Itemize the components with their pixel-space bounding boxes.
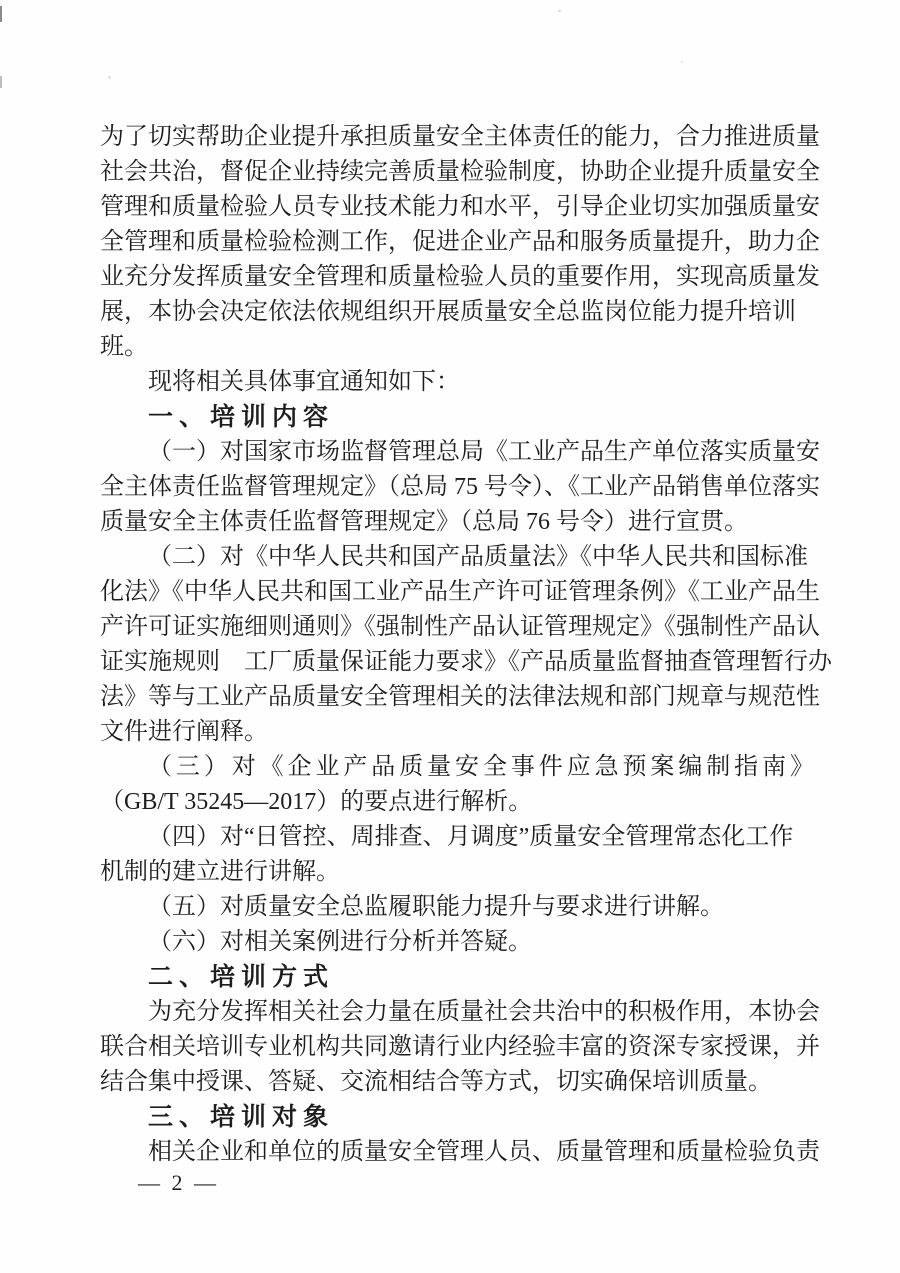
paragraph-line: （六）对相关案例进行分析并答疑。 <box>148 929 532 955</box>
document-body <box>100 120 832 1170</box>
paragraph-line: 为了切实帮助企业提升承担质量安全主体责任的能力，合力推进质量 <box>100 124 820 150</box>
paragraph-line: 机制的建立进行讲解。 <box>100 859 340 885</box>
paragraph-line: 产许可证实施细则通则》《强制性产品认证管理规定》《强制性产品认 <box>100 614 820 640</box>
paragraph-line: （五）对质量安全总监履职能力提升与要求进行讲解。 <box>148 894 724 920</box>
scan-edge-artifact <box>0 6 2 22</box>
paragraph-line: 结合集中授课、答疑、交流相结合等方式，切实确保培训质量。 <box>100 1069 772 1095</box>
paragraph-line: （二）对《中华人民共和国产品质量法》《中华人民共和国标准 <box>148 544 808 570</box>
paragraph-line: 班。 <box>100 334 148 360</box>
paragraph-line: （四）对“日管控、周排查、月调度”质量安全管理常态化工作 <box>148 824 794 850</box>
scan-speck <box>681 61 683 63</box>
paragraph-line: （三）对《企业产品质量安全事件应急预案编制指南》 <box>148 754 814 780</box>
paragraph-line: 联合相关培训专业机构共同邀请行业内经验丰富的资深专家授课，并 <box>100 1034 820 1060</box>
paragraph-line: 社会共治，督促企业持续完善质量检验制度，协助企业提升质量安全 <box>100 159 820 185</box>
paragraph-line: 相关企业和单位的质量安全管理人员、质量管理和质量检验负责 <box>148 1139 820 1165</box>
scan-edge-artifact <box>0 76 2 88</box>
paragraph-line: 业充分发挥质量安全管理和质量检验人员的重要作用，实现高质量发 <box>100 264 820 290</box>
paragraph-line: 化法》《中华人民共和国工业产品生产许可证管理条例》《工业产品生 <box>100 579 820 605</box>
section-heading-training-content: 一、培训内容 <box>148 403 335 431</box>
paragraph-line: 展，本协会决定依法依规组织开展质量安全总监岗位能力提升培训 <box>100 299 796 325</box>
paragraph-line: 现将相关具体事宜通知如下： <box>148 369 460 395</box>
paragraph-line: 文件进行阐释。 <box>100 719 268 745</box>
scan-speck <box>108 76 111 79</box>
page-number: — 2 — <box>138 1170 219 1195</box>
paragraph-line: （一）对国家市场监督管理总局《工业产品生产单位落实质量安 <box>148 439 820 465</box>
paragraph-line: 法》等与工业产品质量安全管理相关的法律法规和部门规章与规范性 <box>100 684 820 710</box>
paragraph-line: 证实施规则 工厂质量保证能力要求》《产品质量监督抽查管理暂行办 <box>100 649 832 675</box>
paragraph-line: 全管理和质量检验检测工作，促进企业产品和服务质量提升，助力企 <box>100 229 820 255</box>
section-heading-training-audience: 三、培训对象 <box>148 1103 335 1131</box>
paragraph-line: 管理和质量检验人员专业技术能力和水平，引导企业切实加强质量安 <box>100 194 820 220</box>
scan-speck <box>558 10 561 12</box>
paragraph-line: 质量安全主体责任监督管理规定》（总局 76 号令）进行宣贯。 <box>100 509 748 535</box>
paragraph-line: （GB/T 35245—2017）的要点进行解析。 <box>100 789 533 815</box>
paragraph-line: 全主体责任监督管理规定》（总局 75 号令）、《工业产品销售单位落实 <box>100 474 820 500</box>
section-heading-training-method: 二、培训方式 <box>148 963 335 991</box>
paragraph-line: 为充分发挥相关社会力量在质量社会共治中的积极作用，本协会 <box>148 999 820 1025</box>
